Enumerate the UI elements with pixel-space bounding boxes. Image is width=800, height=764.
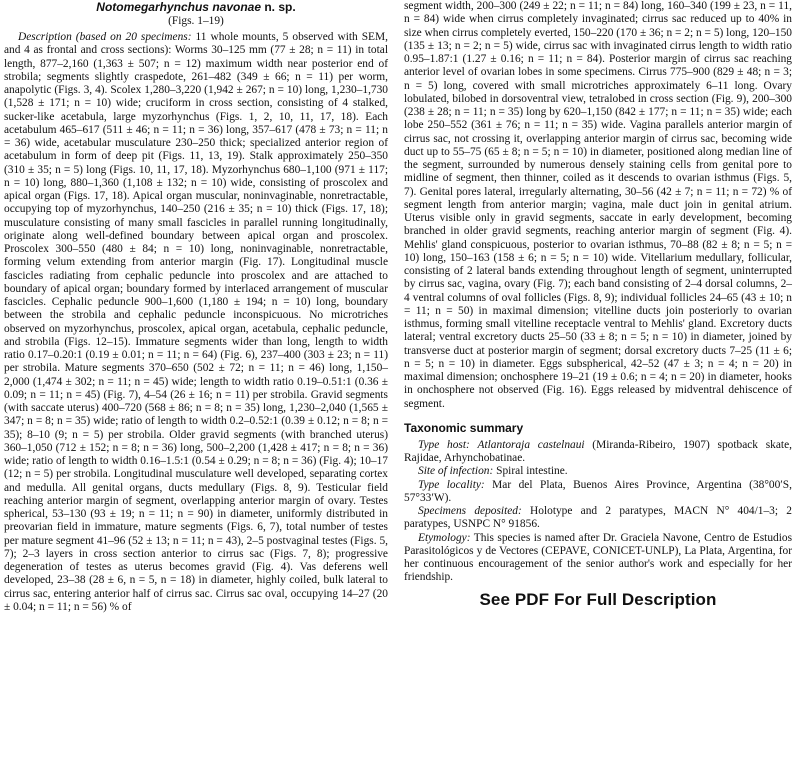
figure-reference: (Figs. 1–19)	[168, 15, 224, 27]
type-host-species: Atlantoraja castelnaui	[477, 438, 585, 451]
site-value: Spiral intestine.	[493, 465, 568, 478]
full-description-banner: See PDF For Full Description	[479, 589, 717, 609]
etymology-value: This species is named after Dr. Graciela Navone, Centro de Estudios Parasitológicos y de Vectores (CEPAVE, CONICET-UNLP), La Plata, Argentina, for her continuous encouragement of the senior author's work and especially for her friendship.	[404, 531, 792, 584]
site-of-infection-entry	[404, 465, 792, 478]
type-host-label: Type host:	[418, 438, 470, 451]
type-host-entry	[404, 439, 792, 466]
description-text-right: segment width, 200–300 (249 ± 22; n = 11; n = 84) long, 160–340 (199 ± 23, n = 11, n = 84) wide when cirrus completely invaginated; cirrus sac reduced up to 40% in size when cirrus completely everted, 150–220 (170 ± 36; n = 2; n = 5) long, 120–150 (135 ± 13; n = 2; n = 5) wide, cirrus sac with invaginated cirrus length to width ratio 0.95–1.87:1 (1.27 ± 0.16; n = 11; n = 84). Posterior margin of cirrus sac reaching anterior level of ovarian lobes in some specimens. Cirrus 775–900 (829 ± 48; n = 3; n = 5) long, covered with small microtriches approximately 6–11 long. Ovary lobulated, bilobed in dorsoventral view, tetralobed in cross section (Fig. 9), 200–300 (238 ± 28; n = 11; n = 35) long by 620–1,150 (842 ± 177; n = 11; n = 35) wide; each lobe 250–552 (361 ± 76; n = 11; n = 35) wide. Vagina parallels anterior margin of cirrus sac, not crossing it, overlapping anterior margin of cirrus sac, becoming wide duct up to 55–75 (65 ± 8; n = 5; n = 10) in diameter, positioned along median line of the segment, surrounded by numerous densely staining cells from genital pore to midline of segment, then thinner, coiled as it descends to ovarian isthmus (Figs. 5, 7). Genital pores lateral, irregularly alternating, 30–56 (42 ± 7; n = 11; n = 72) % of segment length from anterior margin; vagina, male duct join in genital atrium. Uterus visible only in gravid segments, saccate in early development, becoming branched in older gravid segments, reaching anterior margin of segment (Fig. 4). Mehlis' gland conspicuous, posterior to ovarian isthmus, 70–88 (82 ± 8; n = 5; n = 10) long, 150–163 (158 ± 6; n = 5; n = 10) wide. Vitellarium medullary, follicular, consisting of 2 lateral bands extending throughout length of segment, uninterrupted by cirrus sac, vagina, ovary (Fig. 7); each band consisting of 2–4 dorsal columns, 2–4 ventral columns of oval follicles (Figs. 8, 9); individual follicles 24–65 (43 ± 10; n = 11; n = 50) in maximal dimension; vitelline ducts join posteriorly to ovarian isthmus, forming small vitelline receptacle ventral to Mehlis' gland. Excretory ducts lateral; ventral excretory ducts 25–50 (33 ± 8; n = 5; n = 10) in diameter, joined by transverse duct at posterior margin of segment; dorsal excretory ducts 7–25 (11 ± 6; n = 5; n = 10) in diameter. Eggs subspherical, 42–52 (47 ± 3; n = 4; n = 20) in maximal dimension; onchosphere 19–21 (19 ± 0.6; n = 4; n = 20) in diameter, hooks in onchosphere not observed (Fig. 16). Eggs released by midventral dehiscence of segment.	[404, 0, 792, 410]
species-title	[4, 0, 388, 14]
locality-label: Type locality:	[418, 478, 485, 491]
species-name: Notomegarhynchus navonae	[96, 0, 261, 14]
etymology-label: Etymology:	[418, 531, 471, 544]
description-text-left: 11 whole mounts, 5 observed with SEM, and 4 as frontal and cross sections): Worms 30–125 mm (77 ± 28; n = 11) in total length, 877–2,160 (1,363 ± 507; n = 12) maximum width near posterior end of strobila; segments slightly craspedote, 261–482 (349 ± 66; n = 11) per worm, anapolytic (Figs. 3, 4). Scolex 1,280–3,220 (1,942 ± 267; n = 10) long, 1,230–1,730 (1,528 ± 171; n = 10) wide; cruciform in cross section, consisting of 4 stalked, sucker-like acetabula, large myzorhynchus (Figs. 1, 2, 10, 11, 17, 18). Each acetabulum 465–617 (511 ± 46; n = 11; n = 36) long, 357–617 (478 ± 73; n = 11; n = 36) wide, acetabular musculature 230–250 thick; specialized anterior region of acetabulum in form of deep pit (Figs. 11, 13, 19). Stalk approximately 250–350 (310 ± 35; n = 5) long (Figs. 10, 11, 17, 18). Myzorhynchus 680–1,100 (971 ± 117; n = 10) long, 880–1,360 (1,108 ± 132; n = 10) wide, consisting of proscolex and apical organ (Figs. 17, 18). Apical organ muscular, noninvaginable, nonretractable, occupying top of myzorhynchus, 140–250 (216 ± 35; n = 10) thick (Figs. 17, 18); musculature consisting of many small fascicles in parallel running longitudinally, originate along well-defined boundary between apical organ and proscolex. Proscolex 300–550 (480 ± 84; n = 10) long, noninvaginable, nonretractable, forming velum extending from anterior margin (Fig. 17). Longitudinal muscle fascicles radiating from cephalic peduncle into proscolex and are attached to boundary of apical organ; boundary formed by interlaced arrangement of muscular fascicles. Cephalic peduncle 900–1,600 (1,180 ± 194; n = 10) long, boundary between the strobila and cephalic peduncle inconspicuous. No microtriches observed on myzorhynchus, proscolex, apical organ, acetabula, cephalic peduncle, and strobila (Figs. 12–15). Immature segments wider than long, length to width ratio 0.17–0.20:1 (0.19 ± 0.01; n = 11; n = 64) (Fig. 6), 237–400 (303 ± 23; n = 11) per strobila. Mature segments 370–650 (502 ± 72; n = 11; n = 46) long, 1,150–2,000 (1,474 ± 302; n = 11; n = 45) wide; length to width ratio 0.19–0.51:1 (0.36 ± 0.09; n = 11; n = 45) (Fig. 7), 4–54 (26 ± 16; n = 11) per strobila. Gravid segments (with saccate uterus) 400–720 (568 ± 86; n = 8; n = 35) long, 1,230–2,040 (1,565 ± 347; n = 8; n = 35) wide; ratio of length to width 0.2–0.52:1 (0.39 ± 0.12; n = 8; n = 35); 8–10 (9; n = 5) per strobila. Older gravid segments (with branched uterus) 360–1,050 (712 ± 152; n = 8; n = 36) long, 500–2,200 (1,428 ± 417; n = 8; n = 36) wide; ratio of length to width 0.16–1.5:1 (0.54 ± 0.29; n = 8; n = 36) (Fig. 4); 10–17 (12; n = 5) per strobila. Longitudinal musculature well developed, separating cortex and medulla. All genital organs, ducts medullary (Figs. 8, 9). Testicular field reaching anterior margin of segment, overlapping anterior margin of ovary. Testes spherical, 53–130 (93 ± 19; n = 11; n = 90) in diameter, uniformly distributed in preovarian field in immature, mature segments (Figs. 6, 7), total number of testes per mature segment 41–96 (52 ± 13; n = 11; n = 43), 2–5 postvaginal testes (Figs. 5, 7); 2–3 layers in cross section anterior to cirrus sac (Figs. 7, 8); progressive degeneration of testes as uterus becomes gravid (Fig. 4). Vas deferens well developed, 23–38 (28 ± 6, n = 5, n = 18) in diameter, highly coiled, bulk lateral to cirrus sac, entering anterior half of cirrus sac. Cirrus sac oval, occupying 14–27 (20 ± 0.04; n = 11; n = 56) % of	[4, 31, 388, 613]
etymology-entry	[404, 532, 792, 585]
right-column	[396, 0, 792, 764]
description-heading: Description (based on 20 specimens:	[18, 31, 192, 43]
type-locality-entry	[404, 479, 792, 506]
description-paragraph	[4, 31, 388, 614]
type-host-details: (Miranda-Ribeiro, 1907) spotback skate, Rajidae, Arhynchobatinae.	[404, 438, 792, 464]
left-column	[4, 0, 396, 764]
specimens-deposited-entry	[404, 505, 792, 532]
locality-value: Mar del Plata, Buenos Aires Province, Argentina (38°00′S, 57°33′W).	[404, 478, 792, 504]
specimens-label: Specimens deposited:	[418, 505, 522, 517]
specimens-value: Holotype and 2 paratypes, MACN N° 404/1–3; 2 paratypes, USNPC N° 91856.	[404, 505, 792, 531]
site-label: Site of infection:	[418, 465, 494, 478]
taxonomic-summary-heading: Taxonomic summary	[404, 420, 524, 435]
species-author: n. sp.	[264, 0, 296, 14]
